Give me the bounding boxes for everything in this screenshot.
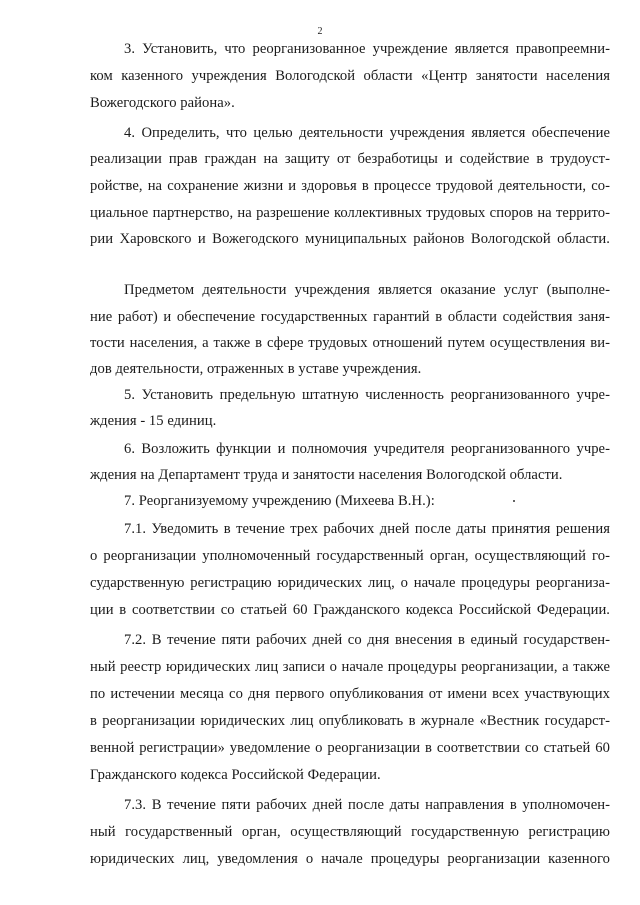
- text-line: 3. Установить, что реорганизованное учреждение является правопреемни-: [124, 41, 610, 57]
- text-line: 4. Определить, что целью деятельности учреждения является обеспечение: [124, 125, 610, 141]
- text-line: реализации прав граждан на защиту от безработицы и содействие в трудоуст-: [90, 151, 610, 167]
- text-line: юридических лиц, уведомления о начале процедуры реорганизации казенного: [90, 851, 610, 867]
- text-line: дов деятельности, отраженных в уставе учреждения.: [90, 361, 422, 377]
- text-line: ции в соответствии со статьей 60 Гражданского кодекса Российской Федерации.: [90, 602, 610, 618]
- text-line: 6. Возложить функции и полномочия учредителя реорганизованного учре-: [124, 441, 610, 457]
- text-line: о реорганизации уполномоченный государственный орган, осуществляющий го-: [90, 548, 610, 564]
- text-line: тости населения, а также в сфере трудовых отношений путем осуществления ви-: [90, 335, 610, 351]
- text-line: ние работ) и обеспечение государственных гарантий в области содействия заня-: [90, 309, 610, 325]
- text-line: Гражданского кодекса Российской Федерации.: [90, 767, 381, 783]
- text-line: ком казенного учреждения Вологодской области «Центр занятости населения: [90, 68, 610, 84]
- text-line: ройстве, на сохранение жизни и здоровья в процессе трудовой деятельности, со-: [90, 178, 610, 194]
- text-line: в реорганизации юридических лиц опубликовать в журнале «Вестник государст-: [90, 713, 610, 729]
- text-line: циальное партнерство, на разрешение коллективных трудовых споров на террито-: [90, 205, 610, 221]
- text-line: 7.3. В течение пяти рабочих дней после даты направления в уполномочен-: [124, 797, 610, 813]
- text-line: 7.2. В течение пяти рабочих дней со дня внесения в единый государствен-: [124, 632, 610, 648]
- scan-speck: [513, 500, 515, 502]
- text-line: Вожегодского района».: [90, 95, 235, 111]
- text-line: ный реестр юридических лиц записи о начале процедуры реорганизации, а также: [90, 659, 610, 675]
- text-line: сударственную регистрацию юридических лиц, о начале процедуры реорганиза-: [90, 575, 610, 591]
- text-line: ждения - 15 единиц.: [90, 413, 217, 429]
- text-line: ждения на Департамент труда и занятости населения Вологодской области.: [90, 467, 563, 483]
- page-number: 2: [317, 26, 323, 37]
- text-line: 5. Установить предельную штатную численность реорганизованного учре-: [124, 387, 610, 403]
- text-line: Предметом деятельности учреждения является оказание услуг (выполне-: [124, 282, 610, 298]
- text-line: 7. Реорганизуемому учреждению (Михеева В.Н.):: [124, 493, 435, 509]
- text-line: по истечении месяца со дня первого опубликования от имени всех участвующих: [90, 686, 610, 702]
- text-line: 7.1. Уведомить в течение трех рабочих дней после даты принятия решения: [124, 521, 610, 537]
- text-line: ный государственный орган, осуществляющий государственную регистрацию: [90, 824, 610, 840]
- text-line: рии Харовского и Вожегодского муниципальных районов Вологодской области.: [90, 231, 610, 247]
- text-line: венной регистрации» уведомление о реорганизации в соответствии со статьей 60: [90, 740, 610, 756]
